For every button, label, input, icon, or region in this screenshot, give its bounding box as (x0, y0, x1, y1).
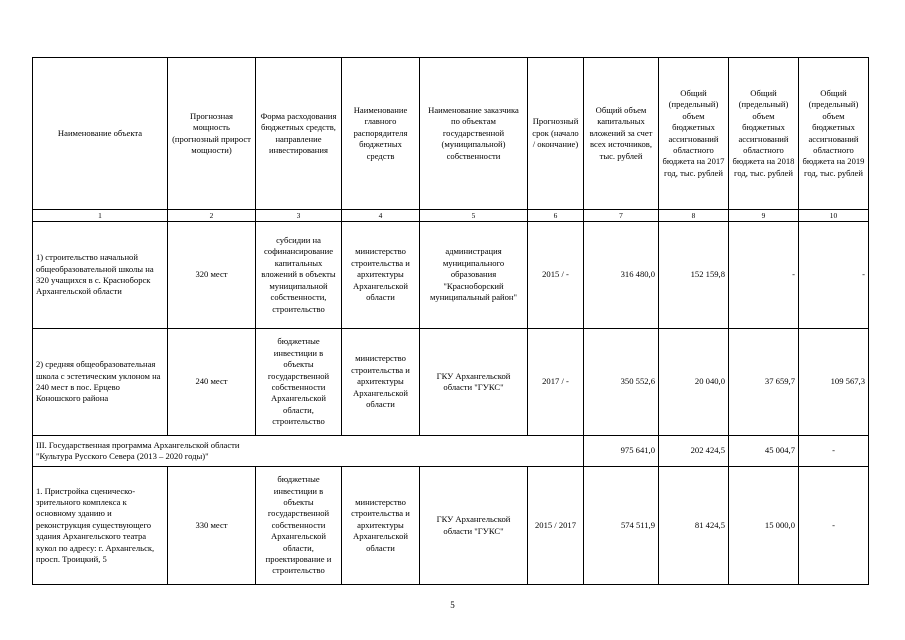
term-cell: 2017 / - (528, 329, 584, 436)
total-investment-cell: 316 480,0 (584, 222, 659, 329)
budget-2019-cell: - (799, 467, 869, 585)
column-number: 4 (342, 210, 420, 222)
header-budget-2019: Общий (предельный) объем бюджетных ассигнований областного бюджета на 2019 год, тыс. рублей (799, 58, 869, 210)
customer-cell: ГКУ Архангельской области "ГУКС" (420, 467, 528, 585)
budget-2017-cell: 20 040,0 (659, 329, 729, 436)
term-cell: 2015 / - (528, 222, 584, 329)
column-number: 8 (659, 210, 729, 222)
capacity-cell: 240 мест (168, 329, 256, 436)
header-spending-form: Форма расходования бюджетных средств, направление инвестирования (256, 58, 342, 210)
budget-2018-cell: 15 000,0 (729, 467, 799, 585)
budget-2018-cell: 37 659,7 (729, 329, 799, 436)
total-investment-cell: 350 552,6 (584, 329, 659, 436)
column-number: 7 (584, 210, 659, 222)
capacity-cell: 330 мест (168, 467, 256, 585)
column-number: 2 (168, 210, 256, 222)
customer-cell: ГКУ Архангельской области "ГУКС" (420, 329, 528, 436)
budget-2019-cell: 109 567,3 (799, 329, 869, 436)
section-title-line2: "Культура Русского Севера (2013 – 2020 годы)" (36, 451, 209, 461)
spending-form-cell: субсидии на софинансирование капитальных вложений в объекты муниципальной собственности, строительство (256, 222, 342, 329)
capacity-cell: 320 мест (168, 222, 256, 329)
spending-form-cell: бюджетные инвестиции в объекты государственной собственности Архангельской области, проектирование и строительство (256, 467, 342, 585)
header-budget-manager: Наименование главного распорядителя бюджетных средств (342, 58, 420, 210)
header-object-name: Наименование объекта (33, 58, 168, 210)
column-number: 1 (33, 210, 168, 222)
section-total-cell: 975 641,0 (584, 436, 659, 467)
object-name-cell: 1) строительство начальной общеобразовательной школы на 320 учащихся в с. Красноборск Архангельской области (33, 222, 168, 329)
header-total-investment: Общий объем капитальных вложений за счет всех источников, тыс. рублей (584, 58, 659, 210)
column-number: 6 (528, 210, 584, 222)
section-title-cell (33, 436, 584, 467)
object-name-cell: 2) средняя общеобразовательная школа с эстетическим уклоном на 240 мест в пос. Ерцево Коношского района (33, 329, 168, 436)
column-number-row (33, 210, 869, 222)
budget-2017-cell: 152 159,8 (659, 222, 729, 329)
section-2019-cell: - (799, 436, 869, 467)
customer-cell: администрация муниципального образования "Красноборский муниципальный район" (420, 222, 528, 329)
header-term: Прогнозный срок (начало / окончание) (528, 58, 584, 210)
table-row (33, 467, 869, 585)
budget-manager-cell: министерство строительства и архитектуры Архангельской области (342, 222, 420, 329)
header-budget-2017: Общий (предельный) объем бюджетных ассигнований областного бюджета на 2017 год, тыс. рублей (659, 58, 729, 210)
column-number: 5 (420, 210, 528, 222)
budget-manager-cell: министерство строительства и архитектуры Архангельской области (342, 467, 420, 585)
table-row (33, 222, 869, 329)
total-investment-cell: 574 511,9 (584, 467, 659, 585)
header-budget-2018: Общий (предельный) объем бюджетных ассигнований областного бюджета на 2018 год, тыс. рублей (729, 58, 799, 210)
section-2018-cell: 45 004,7 (729, 436, 799, 467)
budget-investment-table (32, 57, 869, 585)
header-customer: Наименование заказчика по объектам государственной (муниципальной) собственности (420, 58, 528, 210)
column-number: 10 (799, 210, 869, 222)
page-number: 5 (450, 600, 455, 610)
budget-2017-cell: 81 424,5 (659, 467, 729, 585)
object-name-cell: 1. Пристройка сценическо-зрительного комплекса к основному зданию и реконструкция существующего здания Архангельского театра кукол по адресу: г. Архангельск, просп. Троицкий, 5 (33, 467, 168, 585)
column-number: 9 (729, 210, 799, 222)
section-title-line1: III. Государственная программа Архангельской области (36, 439, 240, 450)
table-row (33, 329, 869, 436)
budget-manager-cell: министерство строительства и архитектуры Архангельской области (342, 329, 420, 436)
column-number: 3 (256, 210, 342, 222)
section-row (33, 436, 869, 467)
table-header-row (33, 58, 869, 210)
section-2017-cell: 202 424,5 (659, 436, 729, 467)
budget-2019-cell: - (799, 222, 869, 329)
spending-form-cell: бюджетные инвестиции в объекты государственной собственности Архангельской области, строительство (256, 329, 342, 436)
header-capacity: Прогнозная мощность (прогнозный прирост мощности) (168, 58, 256, 210)
term-cell: 2015 / 2017 (528, 467, 584, 585)
budget-2018-cell: - (729, 222, 799, 329)
